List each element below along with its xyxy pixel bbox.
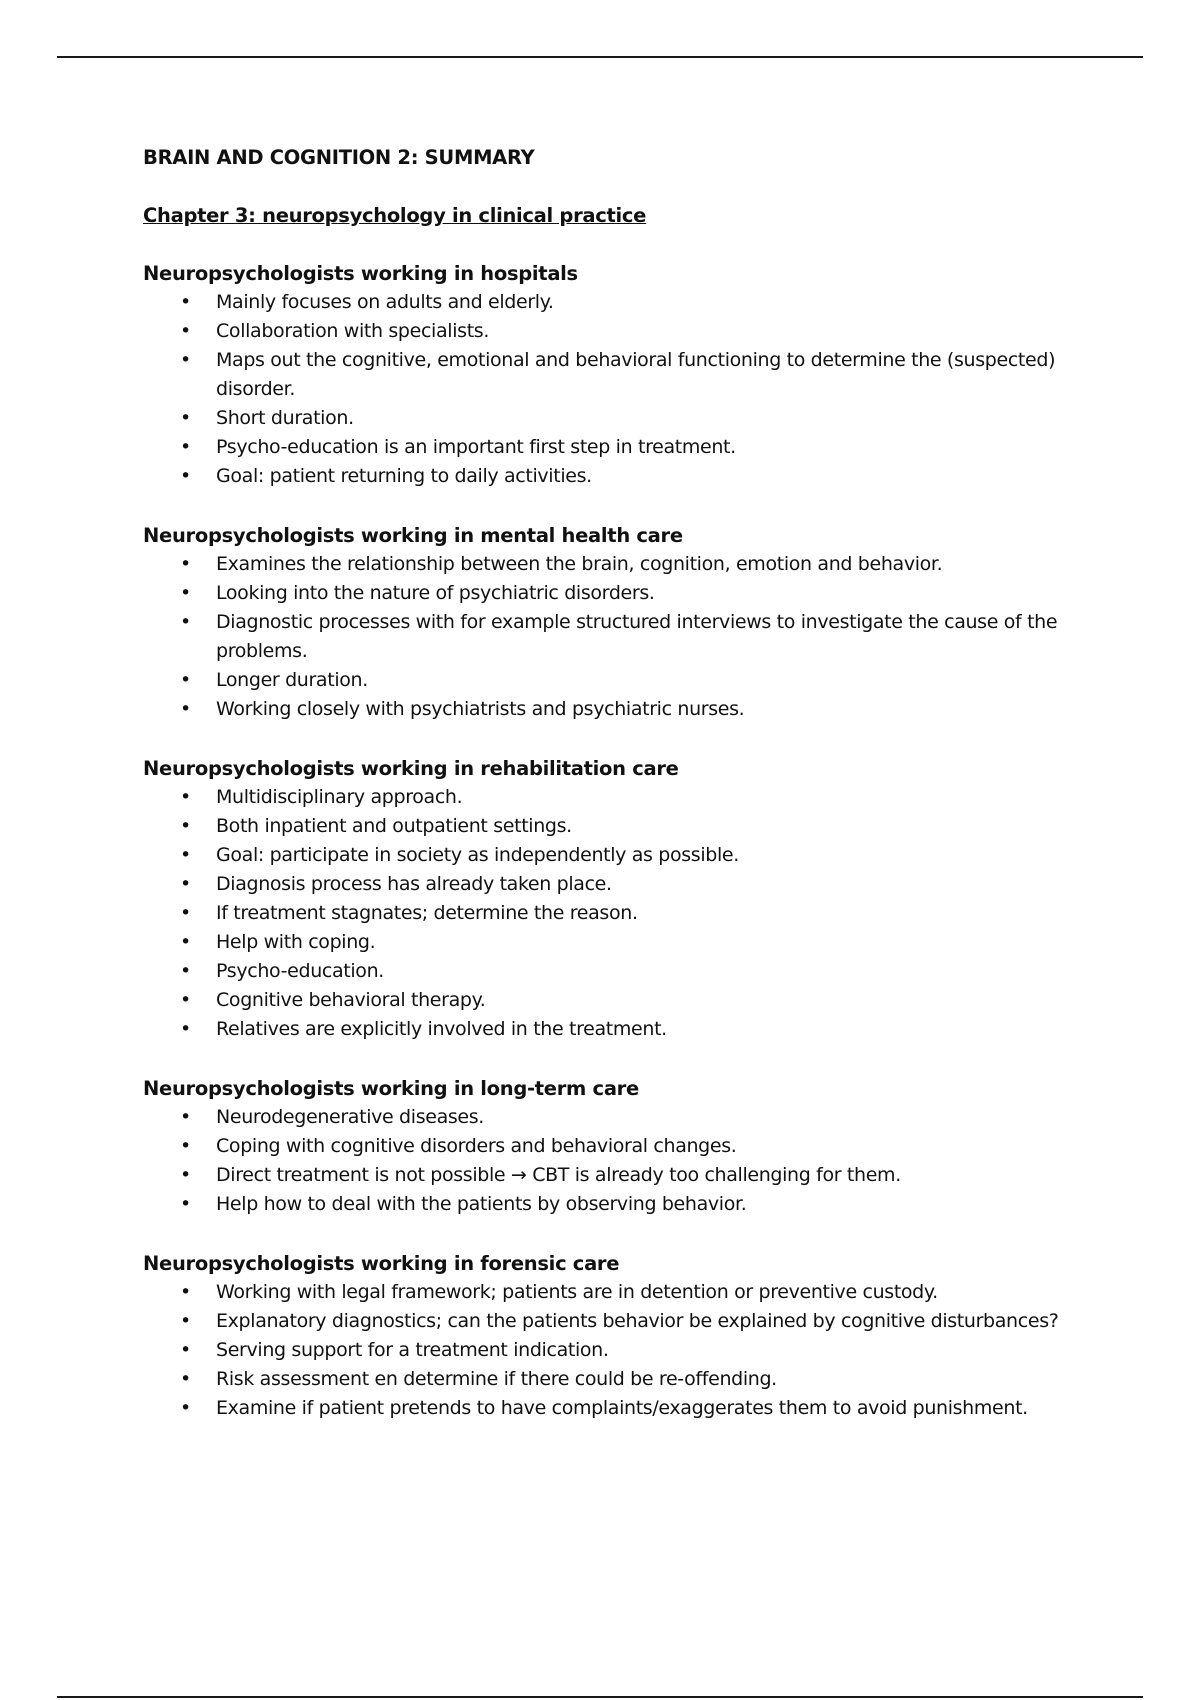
bullet-icon: • <box>180 291 191 313</box>
bullet-icon: • <box>180 786 191 808</box>
list-item-text: Serving support for a treatment indication. <box>216 1339 609 1361</box>
list-item <box>143 928 1103 957</box>
bullet-icon: • <box>180 960 191 982</box>
bullet-icon: • <box>180 931 191 953</box>
bullet-icon: • <box>180 1281 191 1303</box>
list-item-text: Working with legal framework; patients are in detention or preventive custody. <box>216 1281 938 1303</box>
list-item-text: Examine if patient pretends to have complaints/exaggerates them to avoid punishment. <box>216 1397 1028 1419</box>
list-item-text: Diagnosis process has already taken place. <box>216 873 612 895</box>
list-item <box>143 1278 1103 1307</box>
bullet-icon: • <box>180 1368 191 1390</box>
list-item <box>143 1394 1103 1423</box>
list-item-text: Looking into the nature of psychiatric disorders. <box>216 582 655 604</box>
list-item-text: Short duration. <box>216 407 354 429</box>
list-item-text: Multidisciplinary approach. <box>216 786 463 808</box>
list-item <box>143 404 1103 433</box>
section <box>143 1074 1103 1219</box>
section <box>143 754 1103 1044</box>
bullet-icon: • <box>180 669 191 691</box>
list-item-text: Diagnostic processes with for example structured interviews to investigate the cause of the problems. <box>216 611 1058 662</box>
list-item <box>143 1336 1103 1365</box>
list-item-text: Both inpatient and outpatient settings. <box>216 815 572 837</box>
list-item-text: Goal: patient returning to daily activities. <box>216 465 592 487</box>
section-heading: Neuropsychologists working in rehabilitation care <box>143 757 679 780</box>
list-item <box>143 1161 1103 1190</box>
list-item-text: Neurodegenerative diseases. <box>216 1106 484 1128</box>
bullet-icon: • <box>180 553 191 575</box>
list-item <box>143 550 1103 579</box>
list-item <box>143 666 1103 695</box>
section-heading: Neuropsychologists working in forensic care <box>143 1252 620 1275</box>
list-item <box>143 317 1103 346</box>
bullet-icon: • <box>180 1135 191 1157</box>
section <box>143 259 1103 491</box>
list-item <box>143 1190 1103 1219</box>
list-item-text: Working closely with psychiatrists and psychiatric nurses. <box>216 698 745 720</box>
list-item <box>143 986 1103 1015</box>
document-body <box>143 143 1103 1453</box>
list-item-text: Coping with cognitive disorders and behavioral changes. <box>216 1135 737 1157</box>
bullet-icon: • <box>180 320 191 342</box>
bullet-icon: • <box>180 611 191 633</box>
list-item <box>143 957 1103 986</box>
list-item-text: Help with coping. <box>216 931 376 953</box>
bullet-icon: • <box>180 902 191 924</box>
list-item-text: Maps out the cognitive, emotional and behavioral functioning to determine the (suspected) disorder. <box>216 349 1056 400</box>
list-item <box>143 695 1103 724</box>
bullet-icon: • <box>180 349 191 371</box>
list-item-text: Longer duration. <box>216 669 368 691</box>
list-item-text: Psycho-education is an important first step in treatment. <box>216 436 736 458</box>
list-item <box>143 462 1103 491</box>
list-item <box>143 1307 1103 1336</box>
list-item <box>143 899 1103 928</box>
bullet-icon: • <box>180 1106 191 1128</box>
bullet-icon: • <box>180 436 191 458</box>
sections-container <box>143 259 1103 1423</box>
bullet-list <box>143 783 1103 1044</box>
list-item-text: Direct treatment is not possible → CBT is already too challenging for them. <box>216 1164 901 1186</box>
bullet-icon: • <box>180 582 191 604</box>
bullet-list <box>143 288 1103 491</box>
document-title: BRAIN AND COGNITION 2: SUMMARY <box>143 146 535 169</box>
bullet-icon: • <box>180 1310 191 1332</box>
list-item-text: Collaboration with specialists. <box>216 320 490 342</box>
list-item <box>143 812 1103 841</box>
list-item-text: Cognitive behavioral therapy. <box>216 989 486 1011</box>
list-item-text: Examines the relationship between the brain, cognition, emotion and behavior. <box>216 553 943 575</box>
bullet-icon: • <box>180 1193 191 1215</box>
list-item-text: Mainly focuses on adults and elderly. <box>216 291 554 313</box>
bullet-icon: • <box>180 1397 191 1419</box>
list-item <box>143 783 1103 812</box>
list-item-text: Risk assessment en determine if there could be re-offending. <box>216 1368 777 1390</box>
list-item <box>143 870 1103 899</box>
list-item <box>143 433 1103 462</box>
list-item-text: Psycho-education. <box>216 960 384 982</box>
list-item <box>143 346 1103 404</box>
list-item <box>143 1365 1103 1394</box>
bullet-icon: • <box>180 989 191 1011</box>
bullet-icon: • <box>180 815 191 837</box>
bullet-list <box>143 1103 1103 1219</box>
bullet-icon: • <box>180 1339 191 1361</box>
list-item <box>143 288 1103 317</box>
list-item <box>143 1132 1103 1161</box>
bullet-icon: • <box>180 873 191 895</box>
bullet-list <box>143 1278 1103 1423</box>
list-item-text: Explanatory diagnostics; can the patients behavior be explained by cognitive disturbances? <box>216 1310 1059 1332</box>
top-rule <box>57 56 1143 58</box>
list-item <box>143 579 1103 608</box>
section-heading: Neuropsychologists working in long-term care <box>143 1077 639 1100</box>
bullet-icon: • <box>180 844 191 866</box>
chapter-title: Chapter 3: neuropsychology in clinical practice <box>143 204 647 227</box>
list-item <box>143 841 1103 870</box>
list-item-text: Help how to deal with the patients by observing behavior. <box>216 1193 747 1215</box>
section <box>143 1249 1103 1423</box>
list-item-text: Relatives are explicitly involved in the treatment. <box>216 1018 667 1040</box>
section-heading: Neuropsychologists working in mental health care <box>143 524 683 547</box>
bullet-icon: • <box>180 1018 191 1040</box>
section-heading: Neuropsychologists working in hospitals <box>143 262 578 285</box>
bullet-icon: • <box>180 407 191 429</box>
bullet-icon: • <box>180 698 191 720</box>
section <box>143 521 1103 724</box>
list-item <box>143 608 1103 666</box>
list-item-text: Goal: participate in society as independently as possible. <box>216 844 739 866</box>
bullet-icon: • <box>180 1164 191 1186</box>
list-item-text: If treatment stagnates; determine the reason. <box>216 902 638 924</box>
list-item <box>143 1103 1103 1132</box>
list-item <box>143 1015 1103 1044</box>
bullet-list <box>143 550 1103 724</box>
bullet-icon: • <box>180 465 191 487</box>
bottom-rule <box>57 1696 1143 1698</box>
